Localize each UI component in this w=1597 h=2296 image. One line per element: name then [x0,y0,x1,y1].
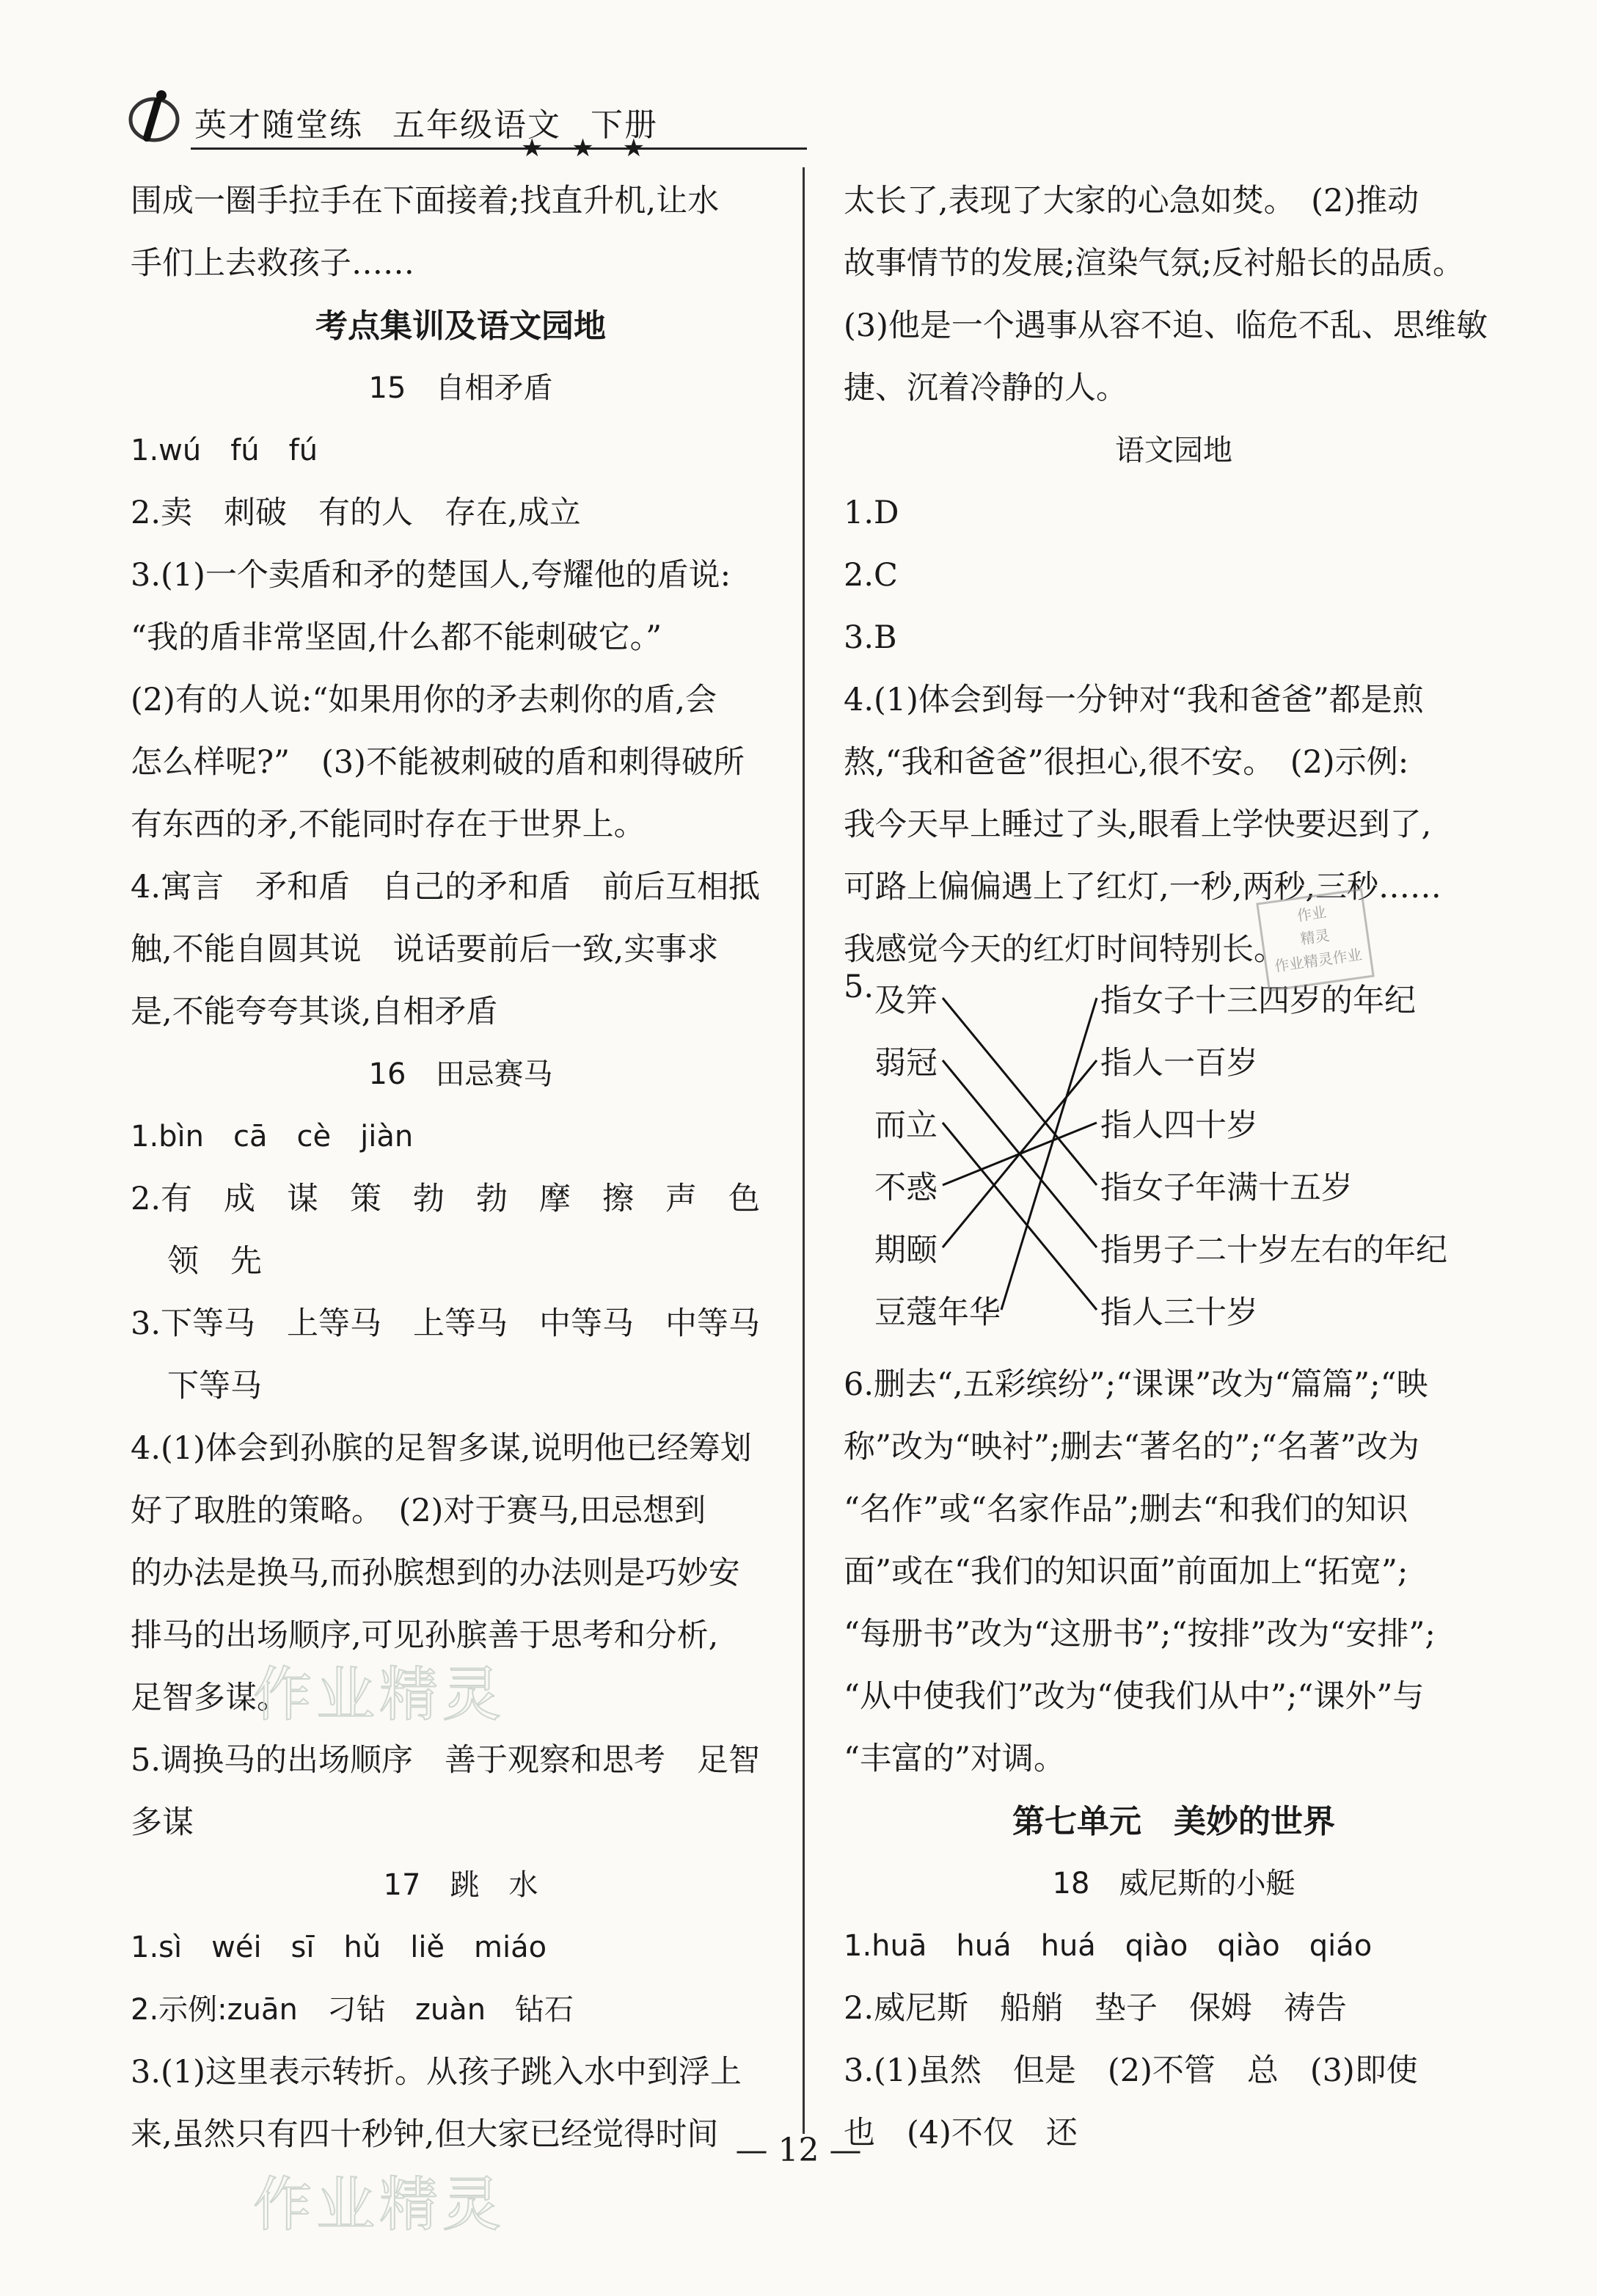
matching-right-item: 指人四十岁 [1100,1107,1258,1144]
section-heading: 16 田忌赛马 [368,1057,553,1091]
answer-line: 领 先 [167,1243,262,1280]
series-name: 英才随堂练 [194,106,363,144]
answer-line: 捷、沉着冷静的人。 [844,370,1128,407]
matching-left-item: 豆蔻年华 [874,1294,1001,1331]
matching-left-item: 及笄 [874,983,938,1019]
answer-line: 1.sì wéi sī hǔ liě miáo [131,1931,547,1964]
match-line [943,998,1097,1185]
matching-right-item: 指男子二十岁左右的年纪 [1100,1232,1447,1269]
answer-line: 触,不能自圆其说 说话要前后一致,实事求 [131,931,719,968]
answer-line: 3.下等马 上等马 上等马 中等马 中等马 [131,1305,761,1342]
matching-right-item: 指女子十三四岁的年纪 [1100,983,1416,1019]
answer-line: 围成一圈手拉手在下面接着;找直升机,让水 [131,183,720,219]
answer-line: 有东西的矛,不能同时存在于世界上。 [131,806,646,843]
matching-left-item: 不惑 [874,1170,938,1206]
answer-line: 5.调换马的出场顺序 善于观察和思考 足智 [131,1742,761,1779]
answer-line: 3.B [844,619,897,656]
matching-right-item: 指女子年满十五岁 [1100,1170,1353,1206]
answer-line: 我感觉今天的红灯时间特别长。 [844,931,1285,968]
answer-line: 来,虽然只有四十秒钟,但大家已经觉得时间 [131,2116,719,2153]
matching-number: 5. [844,969,874,1005]
section-heading: 17 跳 水 [383,1868,538,1902]
answer-line: 1.D [844,495,899,531]
answer-line: “丰富的”对调。 [844,1741,1065,1777]
matching-right-item: 指人一百岁 [1100,1045,1258,1082]
matching-right-item: 指人三十岁 [1100,1294,1258,1331]
page-header [125,87,682,163]
answer-line: 好了取胜的策略。 (2)对于赛马,田忌想到 [131,1493,706,1529]
match-line [1001,998,1097,1310]
answer-line: 4.(1)体会到孙膑的足智多谋,说明他已经筹划 [131,1430,752,1467]
logo-icon [125,87,191,153]
section-heading: 语文园地 [1115,434,1232,467]
section-heading: 18 威尼斯的小艇 [1052,1867,1295,1900]
matching-left-item: 而立 [874,1107,938,1144]
answer-line: 我今天早上睡过了头,眼看上学快要迟到了, [844,806,1432,843]
answer-line: 4.寓言 矛和盾 自己的矛和盾 前后互相抵 [131,869,761,905]
answer-line: 太长了,表现了大家的心急如焚。 (2)推动 [844,183,1419,219]
left-column [131,170,791,2166]
section-heading: 第七单元 美妙的世界 [1012,1803,1335,1840]
match-line [943,1123,1097,1310]
answer-line: 称”改为“映衬”;删去“著名的”;“名著”改为 [844,1429,1419,1465]
answer-line: 下等马 [167,1368,262,1404]
answer-line: 6.删去“,五彩缤纷”;“课课”改为“篇篇”;“映 [844,1366,1428,1403]
answer-line: 怎么样呢?” (3)不能被刺破的盾和刺得破所 [131,744,745,781]
answer-line: 多谋 [131,1804,194,1841]
answer-line: 面”或在“我们的知识面”前面加上“拓宽”; [844,1553,1408,1590]
answer-line: 足智多谋。 [131,1680,288,1716]
answer-line: 排马的出场顺序,可见孙膑善于思考和分析, [131,1617,719,1654]
homework-stamp: 作业 精灵 作业精灵作业 [1256,888,1375,991]
watermark: 作业精灵 [253,2171,505,2239]
star-ornament: ★ ★ ★ [521,134,656,163]
matching-lines [844,969,1504,1350]
answer-line: 2.卖 刺破 有的人 存在,成立 [131,495,581,531]
matching-left-item: 弱冠 [874,1045,938,1082]
answer-line: 3.(1)这里表示转折。从孩子跳入水中到浮上 [131,2054,742,2091]
answer-line: 也 (4)不仅 还 [844,2115,1078,2151]
answer-line: 4.(1)体会到每一分钟对“我和爸爸”都是煎 [844,682,1424,718]
answer-line: 的办法是换马,而孙膑想到的办法则是巧妙安 [131,1555,740,1592]
answer-line: 2.有 成 谋 策 勃 勃 摩 擦 声 色 [131,1181,761,1217]
right-column-bottom [844,1354,1504,2165]
answer-line: 3.(1)虽然 但是 (2)不管 总 (3)即使 [844,2052,1418,2089]
volume-label: 下册 [591,106,658,144]
answer-line: 1.huā huá huá qiào qiào qiáo [844,1929,1373,1963]
section-heading: 考点集训及语文园地 [315,307,606,345]
answer-line: 2.示例:zuān 刁钻 zuàn 钻石 [131,1993,574,2027]
page-number: — 12 — [735,2132,862,2169]
answer-line: 手们上去救孩子…… [131,245,414,282]
column-divider [803,167,805,2134]
answer-line: 故事情节的发展;渲染气氛;反衬船长的品质。 [844,245,1464,282]
matching-left-item: 期颐 [874,1232,938,1269]
header-rule [191,147,807,150]
matching-exercise [844,969,1504,1350]
answer-line: 3.(1)一个卖盾和矛的楚国人,夸耀他的盾说: [131,557,731,594]
answer-line: “名作”或“名家作品”;删去“和我们的知识 [844,1491,1408,1528]
answer-line: 是,不能夸夸其谈,自相矛盾 [131,994,498,1030]
section-heading: 15 自相矛盾 [368,371,553,405]
answer-line: 1.bìn cā cè jiàn [131,1120,414,1154]
answer-line: (2)有的人说:“如果用你的矛去刺你的盾,会 [131,682,717,718]
answer-line: (3)他是一个遇事从容不迫、临危不乱、思维敏 [844,307,1488,344]
answer-line: 可路上偏偏遇上了红灯,一秒,两秒,三秒…… [844,869,1442,905]
answer-line: 1.wú fú fú [131,434,318,467]
watermark: 作业精灵 [253,1661,505,1729]
answer-line: “每册书”改为“这册书”;“按排”改为“安排”; [844,1616,1436,1652]
answer-line: “从中使我们”改为“使我们从中”;“课外”与 [844,1678,1425,1715]
answer-line: “我的盾非常坚固,什么都不能刺破它。” [131,619,662,656]
grade-subject: 五年级语文 [392,106,561,144]
answer-line: 2.C [844,557,898,594]
right-column-top [844,170,1504,981]
answer-line: 2.威尼斯 船艄 垫子 保姆 祷告 [844,1990,1348,2027]
answer-line: 熬,“我和爸爸”很担心,很不安。 (2)示例: [844,744,1409,781]
